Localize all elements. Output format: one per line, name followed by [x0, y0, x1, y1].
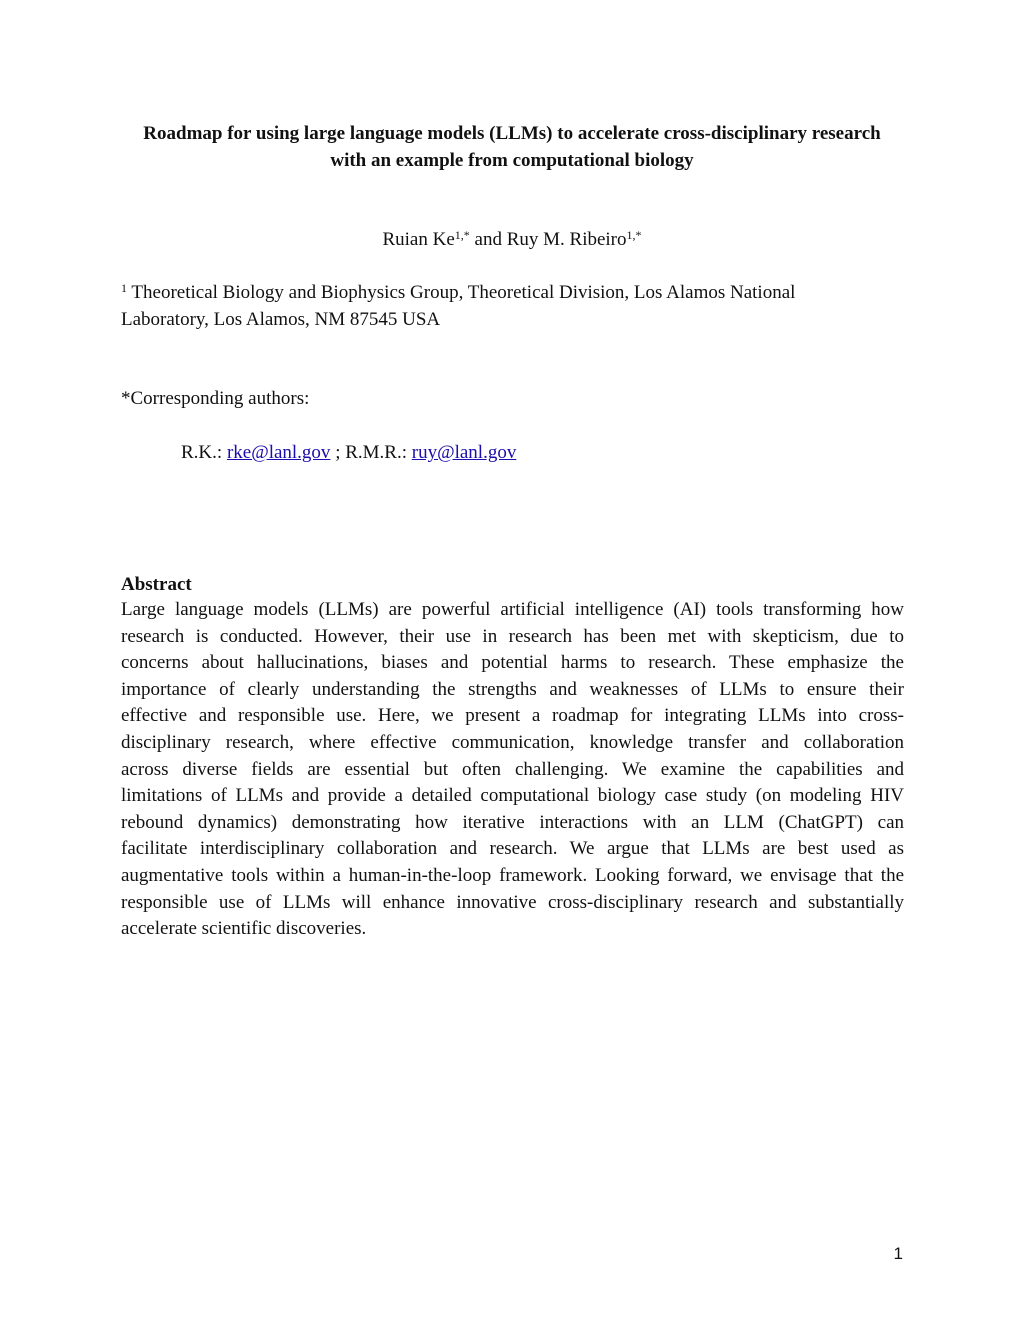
abstract-line: Large language models (LLMs) are powerful artificial intelligence (AI) tools transforming how: [121, 599, 904, 620]
abstract-line: across diverse fields are essential but often challenging. We examine the capabilities and: [121, 758, 904, 780]
corresponding-emails: [181, 439, 516, 466]
abstract-line: importance of clearly understanding the strengths and weaknesses of LLMs to ensure their: [121, 678, 904, 700]
abstract-line: research is conducted. However, their use in research has been met with skepticism, due to: [121, 625, 904, 647]
email-separator: ; R.M.R.:: [330, 442, 412, 463]
author-name: Ruy M. Ribeiro: [506, 229, 627, 250]
abstract-line: augmentative tools within a human-in-the-loop framework. Looking forward, we envisage that the: [121, 864, 904, 886]
author-affiliation-marker: 1,*: [626, 228, 642, 242]
abstract-line: rebound dynamics) demonstrating how iterative interactions with an LLM (ChatGPT) can: [121, 811, 904, 833]
abstract-body: [121, 597, 904, 943]
author-affiliation-marker: 1,*: [454, 228, 470, 242]
abstract-line: facilitate interdisciplinary collaboration and research. We argue that LLMs are best used as: [121, 838, 904, 860]
corresponding-authors-label: *Corresponding authors:: [121, 388, 310, 409]
abstract-line: limitations of LLMs and provide a detailed computational biology case study (on modeling HIV: [121, 785, 904, 807]
author-name: Ruian Ke: [382, 229, 455, 250]
abstract-line: accelerate scientific discoveries.: [121, 918, 367, 940]
abstract-line: concerns about hallucinations, biases and potential harms to research. These emphasize the: [121, 652, 904, 674]
affiliation-text: Theoretical Biology and Biophysics Group, Theoretical Division, Los Alamos National Laboratory, Los Alamos, NM 87545 USA: [121, 282, 796, 330]
paper-title-line-1: Roadmap for using large language models (LLMs) to accelerate cross-disciplinary research: [143, 123, 881, 144]
rk-label: R.K.:: [181, 442, 227, 463]
rmr-email-link[interactable]: ruy@lanl.gov: [411, 442, 517, 463]
abstract-line: disciplinary research, where effective communication, knowledge transfer and collaboration: [121, 731, 904, 753]
paper-title-line-2: with an example from computational biology: [330, 150, 694, 171]
author-list: [100, 226, 924, 253]
abstract-line: responsible use of LLMs will enhance innovative cross-disciplinary research and substantially: [121, 891, 904, 913]
rk-email-link[interactable]: rke@lanl.gov: [226, 442, 331, 463]
abstract-heading: Abstract: [121, 574, 192, 595]
page-number: 1: [893, 1244, 903, 1263]
author-conjunction: and: [469, 229, 507, 250]
paper-title: [100, 120, 924, 174]
abstract-line: effective and responsible use. Here, we present a roadmap for integrating LLMs into cross-: [121, 705, 904, 727]
affiliation-marker: 1: [121, 281, 127, 295]
affiliation: [121, 279, 881, 333]
